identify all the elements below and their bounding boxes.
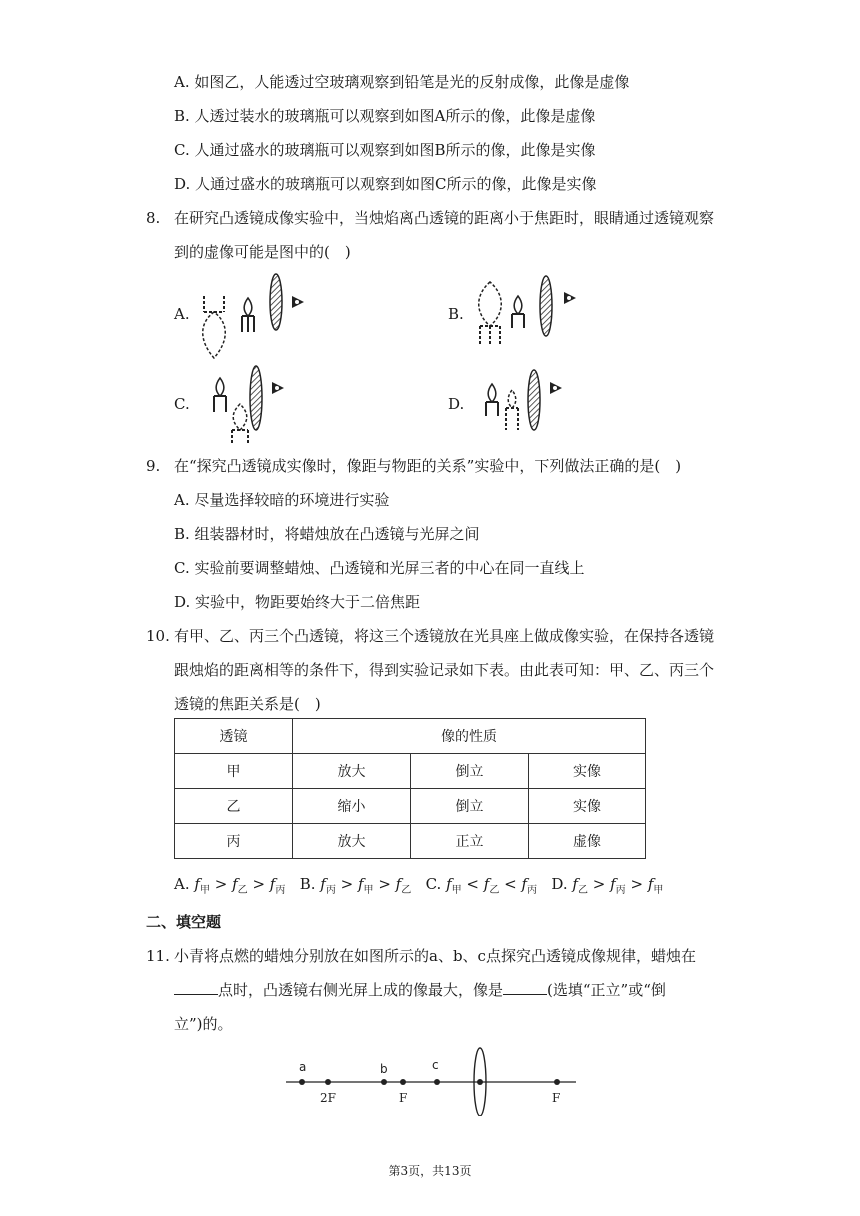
q8-number: 8. (146, 209, 161, 227)
table-cell: 丙 (175, 824, 293, 859)
q11-optical-bench-figure (282, 1040, 582, 1116)
q7-option-b: B. 人透过装水的玻璃瓶可以观察到如图A所示的像，此像是虚像 (174, 107, 596, 125)
q8-figure-d (474, 360, 594, 452)
table-row (175, 824, 646, 859)
q9-option-b: B. 组装器材时，将蜡烛放在凸透镜与光屏之间 (174, 525, 480, 543)
point-f-right-label: F (552, 1091, 561, 1105)
section-title-fill-in: 二、填空题 (146, 913, 222, 931)
table-cell: 倒立 (411, 754, 529, 789)
table-header-image-nature: 像的性质 (293, 719, 646, 754)
table-cell: 实像 (529, 789, 646, 824)
q11-text-line1: 小青将点燃的蜡烛分别放在如图所示的a、b、c点探究凸透镜成像规律，蜡烛在 (174, 947, 696, 965)
page-footer: 第3页，共13页 (388, 1164, 472, 1178)
q11-number: 11. (146, 947, 170, 965)
q9-option-c: C. 实验前要调整蜡烛、凸透镜和光屏三者的中心在同一直线上 (174, 559, 585, 577)
answer-blank[interactable] (503, 980, 547, 995)
point-c-label: c (432, 1058, 439, 1072)
q8-label-d: D. (448, 395, 465, 413)
q10-text-line2: 跟烛焰的距离相等的条件下，得到实验记录如下表。由此表可知：甲、乙、丙三个 (174, 661, 715, 679)
point-f-left-label: F (399, 1091, 408, 1105)
q10-option-b: B. $f_丙 > f_甲 > f_乙$ (299, 875, 412, 896)
q10-options (174, 874, 663, 901)
q8-text-line1: 在研究凸透镜成像实验中，当烛焰离凸透镜的距离小于焦距时，眼睛通过透镜观察 (174, 209, 715, 227)
table-cell: 实像 (529, 754, 646, 789)
q10-option-c: C. $f_甲 < f_乙 < f_丙$ (425, 875, 538, 896)
point-2f-label: 2F (320, 1091, 336, 1105)
table-row (175, 789, 646, 824)
point-b-label: b (380, 1062, 388, 1076)
table-header-lens: 透镜 (175, 719, 293, 754)
q7-option-d: D. 人通过盛水的玻璃瓶可以观察到如图C所示的像，此像是实像 (174, 175, 597, 193)
table-cell: 乙 (175, 789, 293, 824)
q8-figure-a (196, 272, 326, 364)
q9-text: 在“探究凸透镜成实像时，像距与物距的关系”实验中，下列做法正确的是( ) (174, 457, 682, 475)
q8-figure-b (470, 272, 600, 364)
q9-number: 9. (146, 457, 161, 475)
q10-option-d: D. $f_乙 > f_丙 > f_甲$ (551, 875, 664, 896)
q10-number: 10. (146, 627, 170, 645)
q10-table (174, 718, 646, 859)
table-cell: 甲 (175, 754, 293, 789)
q7-option-a: A. 如图乙，人能透过空玻璃观察到铅笔是光的反射成像，此像是虚像 (174, 73, 630, 91)
q8-label-b: B. (448, 305, 464, 323)
table-cell: 放大 (293, 754, 411, 789)
table-cell: 倒立 (411, 789, 529, 824)
q10-option-a: A. $f_甲 > f_乙 > f_丙$ (174, 875, 286, 896)
q9-option-d: D. 实验中，物距要始终大于二倍焦距 (174, 593, 421, 611)
table-row (175, 754, 646, 789)
table-cell: 虚像 (529, 824, 646, 859)
answer-blank[interactable] (174, 980, 218, 995)
table-cell: 缩小 (293, 789, 411, 824)
q7-option-c: C. 人通过盛水的玻璃瓶可以观察到如图B所示的像，此像是实像 (174, 141, 596, 159)
table-cell: 正立 (411, 824, 529, 859)
q10-text-line3: 透镜的焦距关系是( ) (174, 695, 321, 713)
q11-text-line2: 点时，凸透镜右侧光屏上成的像最大，像是 (选填“正立”或“倒 (174, 980, 666, 1000)
q11-text-line3: 立”)的。 (174, 1015, 233, 1033)
q8-figure-c (206, 360, 326, 452)
q8-text-line2: 到的虚像可能是图中的( ) (174, 243, 351, 261)
q9-option-a: A. 尽量选择较暗的环境进行实验 (174, 491, 390, 509)
table-cell: 放大 (293, 824, 411, 859)
q8-label-c: C. (174, 395, 190, 413)
table-row (175, 719, 646, 754)
point-a-label: a (299, 1060, 307, 1074)
q8-label-a: A. (174, 305, 190, 323)
q10-text-line1: 有甲、乙、丙三个凸透镜，将这三个透镜放在光具座上做成像实验，在保持各透镜 (174, 627, 715, 645)
